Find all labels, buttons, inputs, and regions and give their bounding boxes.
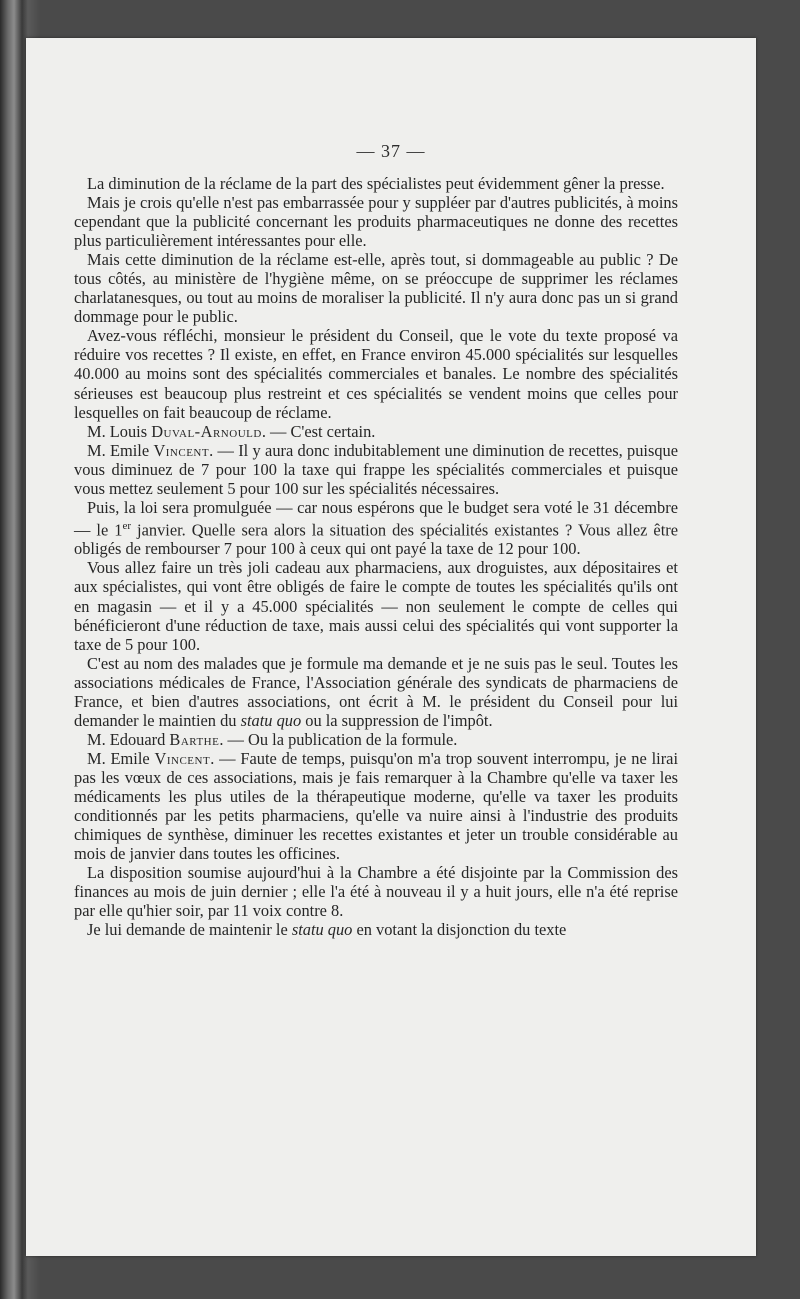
text-segment: Puis, la loi sera promulguée — car nous espérons que le budget sera voté le 31 décembre — le 1 — [74, 497, 678, 540]
speaker-name: Vincent — [153, 440, 210, 460]
paragraph-11 — [74, 749, 678, 863]
italic-phrase: statu quo — [291, 920, 353, 940]
speaker-prefix: M. Louis — [87, 421, 152, 441]
body-text — [74, 174, 678, 939]
speaker-name: Vincent — [154, 748, 211, 768]
speaker-name: Duval-Arnould — [151, 421, 262, 441]
paragraph-13 — [74, 920, 678, 939]
text-segment: ou la suppression de l'impôt. — [301, 710, 493, 730]
page-number: — 37 — — [356, 141, 426, 161]
text-segment: janvier. Quelle sera alors la situation des spécialités existantes ? Vous allez être obligés de rembourser 7 pour 100 à ceux qui ont payé la taxe de 12 pour 100. — [74, 520, 678, 559]
text-segment: en votant la disjonction du texte — [352, 920, 567, 940]
paragraph-10 — [74, 730, 678, 749]
paragraph-4: Avez-vous réfléchi, monsieur le président du Conseil, que le vote du texte proposé va réduire vos recettes ? Il existe, en effet, en France environ 45.000 spécialités sur lesquelles 40.000 au moins sont des spécialités commerciales et banales. Le nombre des spécialités sérieuses est beaucoup plus restreint et ces spécialités se vendent moins que celles pour lesquelles on fait beaucoup de réclame. — [74, 326, 678, 422]
speaker-prefix: M. Edouard — [87, 729, 170, 749]
text-segment: Je lui demande de maintenir le — [87, 920, 292, 940]
speaker-prefix: M. Emile — [87, 440, 154, 460]
speaker-name: Barthe — [169, 729, 220, 749]
paragraph-3: Mais cette diminution de la réclame est-elle, après tout, si dommageable au public ? De tous côtés, au ministère de l'hygiène même, on se préoccupe de supprimer les réclames charlatanesques, ou tout au moins de moraliser la publicité. Il n'y aura donc pas un si grand dommage pour le public. — [74, 250, 678, 327]
paragraph-7 — [74, 498, 678, 559]
paragraph-5 — [74, 422, 678, 441]
document-page — [26, 38, 756, 1256]
paragraph-2: Mais je crois qu'elle n'est pas embarrassée pour y suppléer par d'autres publicités, à moins cependant que la publicité concernant les produits pharmaceutiques ne donne des recettes plus particulièrement intéressantes pour elle. — [74, 193, 678, 251]
speaker-prefix: M. Emile — [87, 748, 155, 768]
paragraph-8: Vous allez faire un très joli cadeau aux pharmaciens, aux droguistes, aux dépositaires et aux spécialistes, qui vont être obligés de faire le compte de toutes les spécialités qu'ils ont en magasin — et il y a 45.000 spécialités — non seulement le compte de celles qui bénéficieront d'une réduction de taxe, mais aussi celui des spécialités qui vont supporter la taxe de 5 pour 100. — [74, 558, 678, 654]
text-segment: C'est au nom des malades que je formule ma demande et je ne suis pas le seul. Toutes les associations médicales de France, l'Association générale des syndicats de pharmaciens de France, et bien d'autres associations, ont écrit à M. le président du Conseil pour lui demander le maintien du — [74, 653, 678, 730]
speech-text: . — Ou la publication de la formule. — [219, 729, 458, 749]
speech-text: . — Faute de temps, puisqu'on m'a trop souvent interrompu, je ne lirai pas les vœux de ces associations, mais je fais remarquer à la Chambre qu'elle va taxer les médicaments les plus utiles de la thérapeutique moderne, qu'elle va taxer les produits conditionnés par les petits pharmaciens, qu'elle va nuire ainsi à l'industrie des produits chimiques de synthèse, diminuer les recettes existantes et jeter un trouble considérable au mois de janvier dans toutes les officines. — [74, 748, 679, 864]
paragraph-1: La diminution de la réclame de la part des spécialistes peut évidemment gêner la presse. — [87, 174, 665, 193]
paragraph-12: La disposition soumise aujourd'hui à la Chambre a été disjointe par la Commission des finances au mois de juin dernier ; elle l'a été à nouveau il y a huit jours, elle n'a été reprise par elle qu'hier soir, par 11 voix contre 8. — [74, 863, 678, 921]
paragraph-9 — [74, 654, 678, 730]
italic-phrase: statu quo — [240, 710, 302, 730]
paragraph-6 — [74, 441, 678, 498]
speech-text: . — Il y aura donc indubitablement une diminution de recettes, puisque vous diminuez de 7 pour 100 la taxe qui frappe les spécialités commerciales et puisque vous mettez seulement 5 pour 100 sur les spécialités nécessaires. — [74, 440, 678, 498]
speech-text: . — C'est certain. — [261, 421, 376, 441]
superscript: er — [122, 519, 132, 532]
